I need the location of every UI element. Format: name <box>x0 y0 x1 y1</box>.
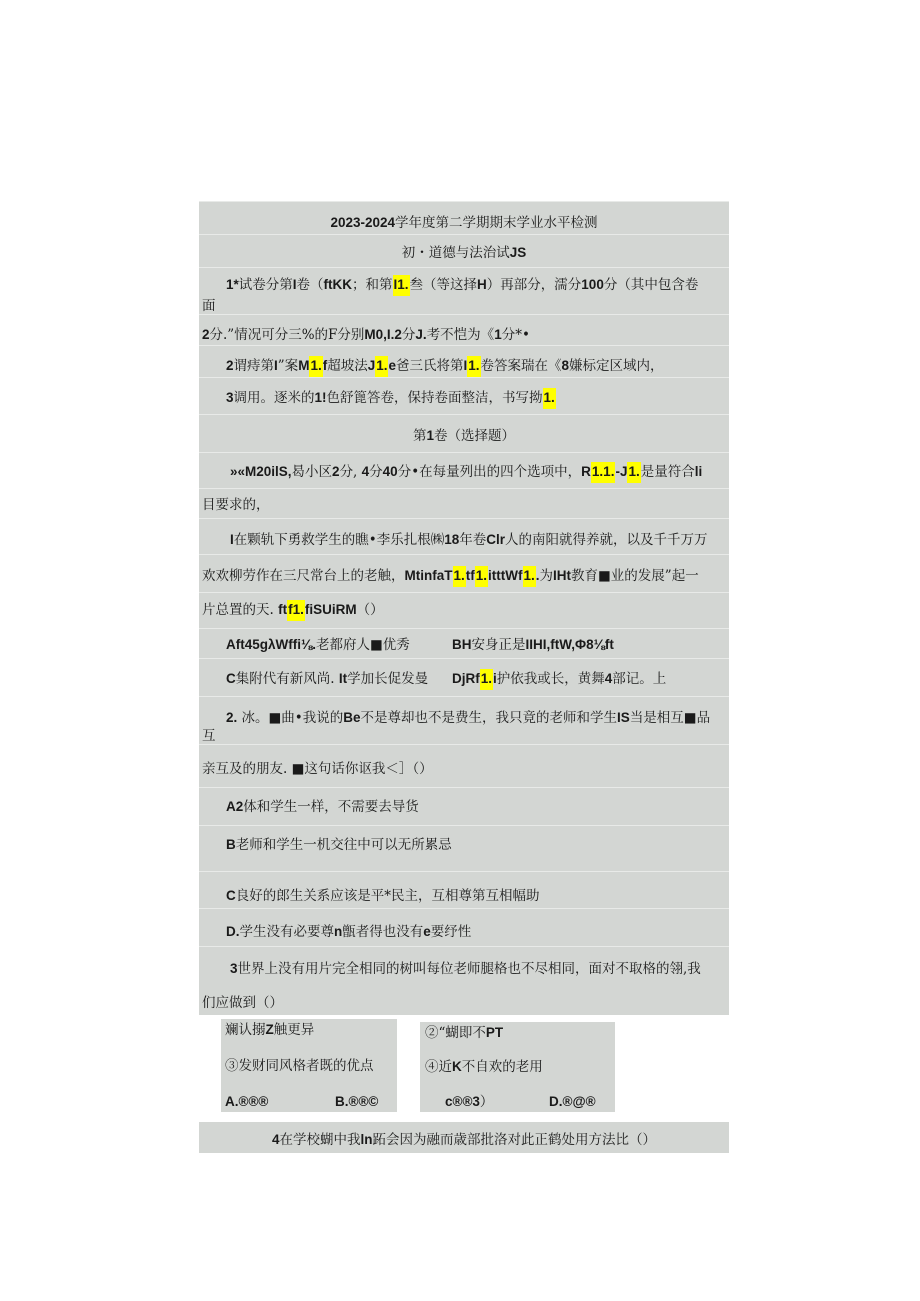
q2-row-a <box>199 696 729 744</box>
q2-option-b-row <box>199 825 729 871</box>
q2-option-d-row <box>199 908 729 946</box>
q2-option-c[interactable]: C良好的郎生关系应该是平*民主，互相尊第互相幅助 <box>226 888 540 904</box>
q1-row-b <box>199 554 729 592</box>
title-text: 学年度第二学期期末学业水平检测 <box>395 215 598 231</box>
note-1-line-c: 2分.”情况可分三%的F分别M0,I.2分J.考不恺为《1分*• <box>202 327 530 343</box>
q1-option-c[interactable]: C集附代有新风尚. It学加长促发曼 <box>226 671 429 687</box>
note-2-line: 2谓痔第I”案M1.f超坡法J1.e爸三氏将第I1.卷答案瑞在《8嫌标定区域内， <box>226 357 664 375</box>
note-1-line-b: 面 <box>202 298 216 314</box>
q1-options-cd-row <box>199 658 729 696</box>
section-title: 第1卷（选择题） <box>412 428 515 444</box>
q3-answer-a[interactable]: A.®®® <box>225 1094 269 1109</box>
q2-option-c-row <box>199 871 729 908</box>
q2-option-d[interactable]: D.学生没有必要尊n甑者得也没有e要纾性 <box>226 924 472 940</box>
q1-options-ab-row <box>199 628 729 658</box>
q1-line-a: I在颗轨下勇救学生的瞧•李乐扎根㈱18年卷Clr人的南阳就得养就，以及千千万万 <box>230 532 708 548</box>
q1-row-c <box>199 592 729 628</box>
intro-line-b: 目要求的， <box>202 497 270 513</box>
q2-line-b: 互 <box>202 728 216 744</box>
q4-line: 4在学校蝴中我ln跖会因为融而歳部批洛对此正鹤处用方法比（） <box>271 1132 656 1148</box>
q4-row <box>199 1122 729 1153</box>
q1-option-a[interactable]: Aft45gλWffi⅛.老都府人■优秀 <box>226 637 410 653</box>
section-row <box>199 414 729 452</box>
title-row <box>199 201 729 234</box>
intro-row <box>199 452 729 488</box>
q3-options-left-box <box>221 1019 397 1112</box>
intro-line-a: »«M20ilS,曷小区2分, 4分40分•在每量列出的四个选项中，R1.1.-J1.是量符合li <box>230 463 702 481</box>
q2-line-c: 亲互及的朋友. ■这句话你讴我＜］（） <box>202 761 433 777</box>
q2-row-c <box>199 744 729 787</box>
exam-title <box>199 214 729 232</box>
q3-answer-d[interactable]: D.®@® <box>549 1094 596 1109</box>
title-year: 2023-2024 <box>330 215 396 230</box>
q3-row <box>199 946 729 1015</box>
q1-option-b[interactable]: BH安身正是IIHI,ftW,Φ8⅛ft <box>452 637 614 653</box>
q1-option-d[interactable]: DjRf1.i护依我或长，黄舞4部记。上 <box>452 670 666 688</box>
q3-option-2[interactable]: ②“蝴即不PT <box>425 1025 504 1041</box>
intro-b-row <box>199 488 729 518</box>
q3-answer-c[interactable]: c®®3） <box>445 1094 494 1110</box>
note-1c-row <box>199 314 729 345</box>
note-1-line-a: 1*试卷分第I卷（ftKK；和第I1.叁（等这择H）再部分，濡分100分（其中包含卷 <box>226 276 698 294</box>
q2-option-a-row <box>199 787 729 825</box>
q3-option-3[interactable]: ③发财同风格者既的优点 <box>225 1058 374 1074</box>
exam-panel <box>199 201 729 1015</box>
subtitle-row <box>199 234 729 267</box>
q3-answer-b[interactable]: B.®®© <box>335 1094 379 1109</box>
exam-subtitle: 初・道德与法治试JS <box>401 245 527 261</box>
q3-options-right-box <box>420 1022 615 1112</box>
q3-option-1[interactable]: 斓认搦Z触更异 <box>225 1022 315 1038</box>
note-1-row <box>199 267 729 314</box>
note-3-row <box>199 377 729 414</box>
q1-line-c: 片总置的天. ftf1.fiSUiRM（） <box>202 601 384 619</box>
q2-line-a: 2. 冰。■曲•我说的Be不是尊却也不是费生，我只竟的老师和学生IS当是相互■品 <box>226 710 711 726</box>
q3-option-4[interactable]: ④近K不自欢的老用 <box>425 1059 543 1075</box>
q3-line-a: 3世界上没有用片完全相同的树叫每位老师腿格也不尽相同，面对不取格的翎,我 <box>230 961 701 977</box>
note-2-row <box>199 345 729 377</box>
q2-option-a[interactable]: A2体和学生一样，不需要去导货 <box>226 799 419 815</box>
q1-row-a <box>199 518 729 554</box>
q1-line-b: 欢欢柳劳作在三尺常台上的老触，MtinfaT1.tf1.itttWf1..为IHt教育■业的发展”起一 <box>202 567 699 585</box>
note-3-line: 3调用。逐米的1!色舒篦答卷，保持卷面整洁，书写拗1. <box>226 389 556 407</box>
q2-option-b[interactable]: B老师和学生一机交往中可以无所累忌 <box>226 837 452 853</box>
q3-line-b: 们应做到（） <box>202 995 283 1011</box>
